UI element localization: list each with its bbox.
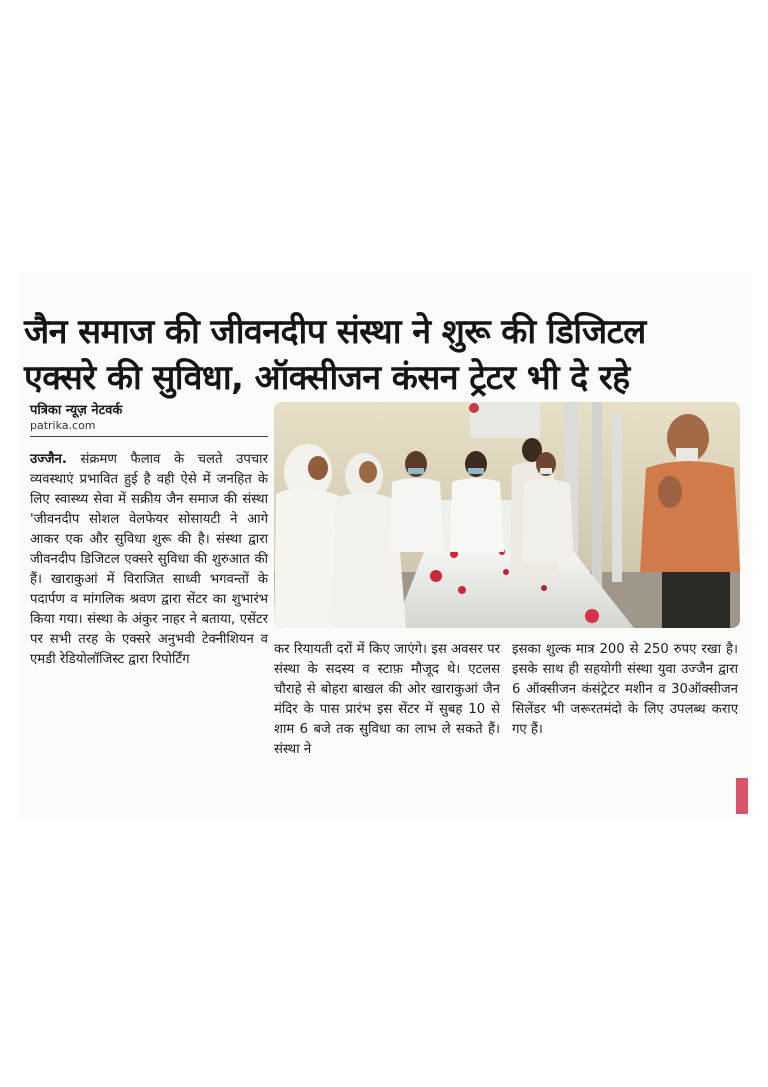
column-2-text: कर रियायती दरों में किए जाएंगे। इस अवसर पर संस्था के सदस्य व स्टाफ़ मौजूद थे। एटलस चौराहे से बोहरा बाखल की ओर खाराकुआं जैन मंदिर के पास प्रारंभ इस सेंटर में सुबह 10 से शाम 6 बजे तक सुविधा का लाभ ले सकते हैं। संस्था ने [274, 642, 500, 757]
byline [30, 402, 268, 437]
headline-line-2: एक्सरे की सुविधा, ऑक्सीजन कंसन ट्रेटर भी दे रहे [24, 357, 630, 398]
article-column-1 [30, 450, 268, 670]
article-headline [24, 309, 748, 401]
news-photo [274, 402, 740, 628]
newspaper-clipping [18, 272, 752, 820]
dateline: उज्जैन. [30, 452, 67, 467]
article-column-3 [512, 640, 738, 740]
article-column-2 [274, 640, 500, 760]
red-edge-marker [736, 778, 748, 814]
headline-line-1: जैन समाज की जीवनदीप संस्था ने शुरू की डिजिटल [24, 311, 646, 352]
website: patrika.com [30, 419, 96, 432]
column-1-text: संक्रमण फैलाव के चलते उपचार व्यवस्थाएं प्रभावित हुई है वही ऐसे में जनहित के लिए स्वास्थ्य सेवा में सक्रीय जैन समाज की संस्था 'जीवनदीप सोशल वेलफेयर सोसायटी ने आगे आकर एक और सुविधा शुरू की है। संस्था द्वारा जीवनदीप डिजिटल एक्सरे सुविधा की शुरुआत की हैं। खाराकुआं में विराजित साध्वी भगवन्तों के पदार्पण व मांगलिक श्रवण द्वारा सेंटर का शुभारंभ किया गया। संस्था के अंकुर नाहर ने बताया, एसेंटर पर सभी तरह के एक्सरे अनुभवी टेक्नीशियन व एमडी रेडियोलॉजिस्ट द्वारा रिपोर्टिंग [30, 452, 268, 667]
column-3-text: इसका शुल्क मात्र 200 से 250 रुपए रखा है। इसके साथ ही सहयोगी संस्था युवा उज्जैन द्वारा 6 ऑक्सीजन कंसंट्रेटर मशीन व 30ऑक्सीजन सिलेंडर भी जरूरतमंदो के लिए उपलब्ध कराए गए हैं। [512, 642, 738, 737]
news-agency: पत्रिका न्यूज़ नेटवर्क [30, 403, 123, 418]
xray-room-photo [274, 402, 740, 628]
